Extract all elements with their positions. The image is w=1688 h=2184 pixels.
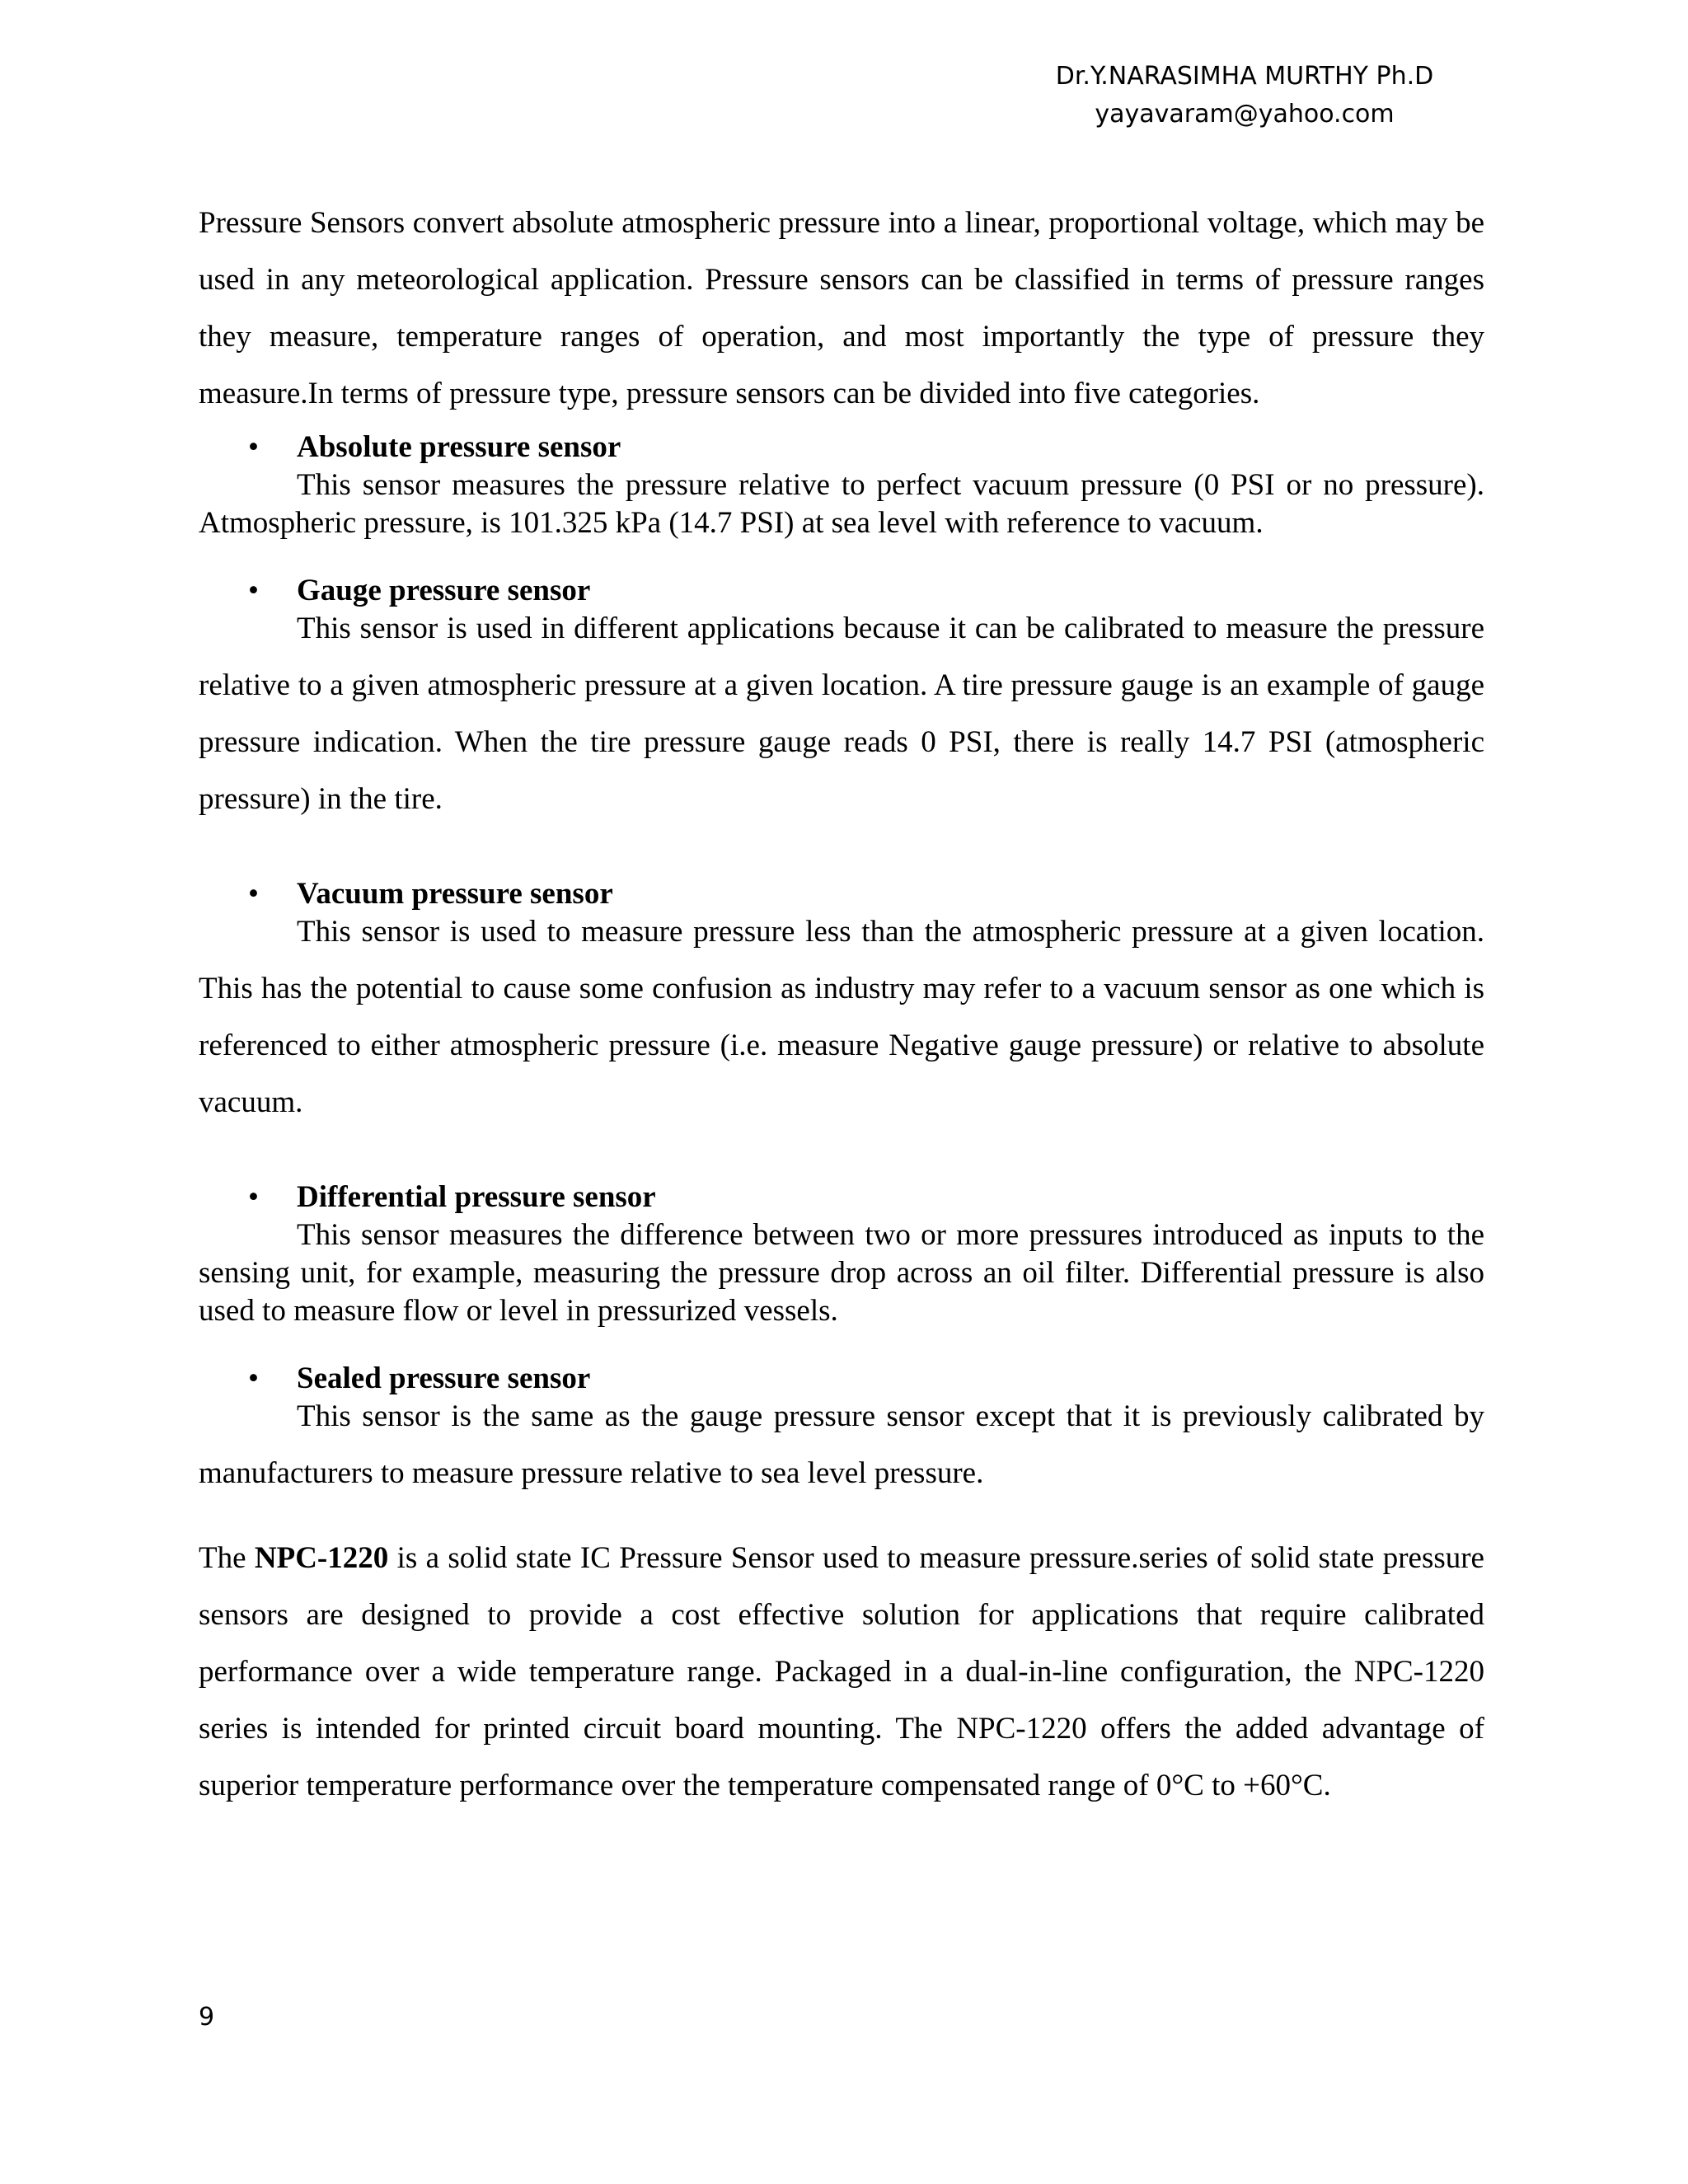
sensor-description: This sensor is the same as the gauge pressure sensor except that it is previously calibrated by manufacturers to measure pressure relative to sea level pressure.	[199, 1399, 1484, 1490]
intro-paragraph: Pressure Sensors convert absolute atmospheric pressure into a linear, proportional voltage, which may be used in any meteorological application. Pressure sensors can be classified in terms of pressure ranges they measure, temperature ranges of operation, and most importantly the type of pressure they measure.In terms of pressure type, pressure sensors can be divided into five categories.	[199, 206, 1484, 410]
bullet-heading	[199, 429, 1484, 466]
page-number: 9	[199, 2003, 215, 2032]
sensor-title: Vacuum pressure sensor	[297, 877, 613, 911]
page-header	[973, 58, 1517, 134]
bullet-glyph: •	[248, 877, 259, 911]
bullet-glyph: •	[248, 430, 259, 464]
sensor-title: Gauge pressure sensor	[297, 574, 591, 607]
bullet-glyph: •	[248, 1361, 259, 1395]
bullet-glyph: •	[248, 1180, 259, 1214]
sensor-title: Sealed pressure sensor	[297, 1361, 591, 1395]
author-email: yayavaram@yahoo.com	[1095, 100, 1395, 129]
sensor-sealed	[199, 1360, 1484, 1502]
sensor-description: This sensor measures the pressure relative to perfect vacuum pressure (0 PSI or no pressure). Atmospheric pressure, is 101.325 kPa (14.7 PSI) at sea level with reference to vacuum.	[199, 468, 1484, 540]
sensor-absolute	[199, 429, 1484, 542]
sensor-title: Absolute pressure sensor	[297, 430, 621, 464]
sensor-differential	[199, 1179, 1484, 1330]
author-name: Dr.Y.NARASIMHA MURTHY Ph.D	[1055, 62, 1434, 91]
npc-model-name: NPC-1220	[254, 1541, 389, 1575]
bullet-heading	[199, 572, 1484, 610]
npc-paragraph	[199, 1530, 1484, 1814]
npc-text: is a solid state IC Pressure Sensor used to measure pressure.series of solid state pressure sensors are designed to provide a cost effective solution for applications that require calibrated performance over a wide temperature range. Packaged in a dual-in-line configuration, the NPC-1220 series is intended for printed circuit board mounting. The NPC-1220 offers the added advantage of superior temperature performance over the temperature compensated range of 0°C to +60°C.	[199, 1541, 1484, 1802]
bullet-heading	[199, 1179, 1484, 1216]
bullet-heading	[199, 875, 1484, 913]
sensor-description: This sensor is used in different applications because it can be calibrated to measure the pressure relative to a given atmospheric pressure at a given location. A tire pressure gauge is an example of gauge pressure indication. When the tire pressure gauge reads 0 PSI, there is really 14.7 PSI (atmospheric pressure) in the tire.	[199, 612, 1484, 816]
sensor-title: Differential pressure sensor	[297, 1180, 656, 1214]
sensor-description: This sensor measures the difference between two or more pressures introduced as inputs to the sensing unit, for example, measuring the pressure drop across an oil filter. Differential pressure is also used to measure flow or level in pressurized vessels.	[199, 1218, 1484, 1328]
bullet-heading	[199, 1360, 1484, 1398]
npc-prefix: The	[199, 1541, 255, 1575]
sensor-gauge	[199, 572, 1484, 827]
sensor-description: This sensor is used to measure pressure less than the atmospheric pressure at a given location. This has the potential to cause some confusion as industry may refer to a vacuum sensor as one which is referenced to either atmospheric pressure (i.e. measure Negative gauge pressure) or relative to absolute vacuum.	[199, 915, 1484, 1119]
sensor-vacuum	[199, 875, 1484, 1131]
bullet-glyph: •	[248, 574, 259, 607]
page-body	[199, 194, 1484, 1814]
